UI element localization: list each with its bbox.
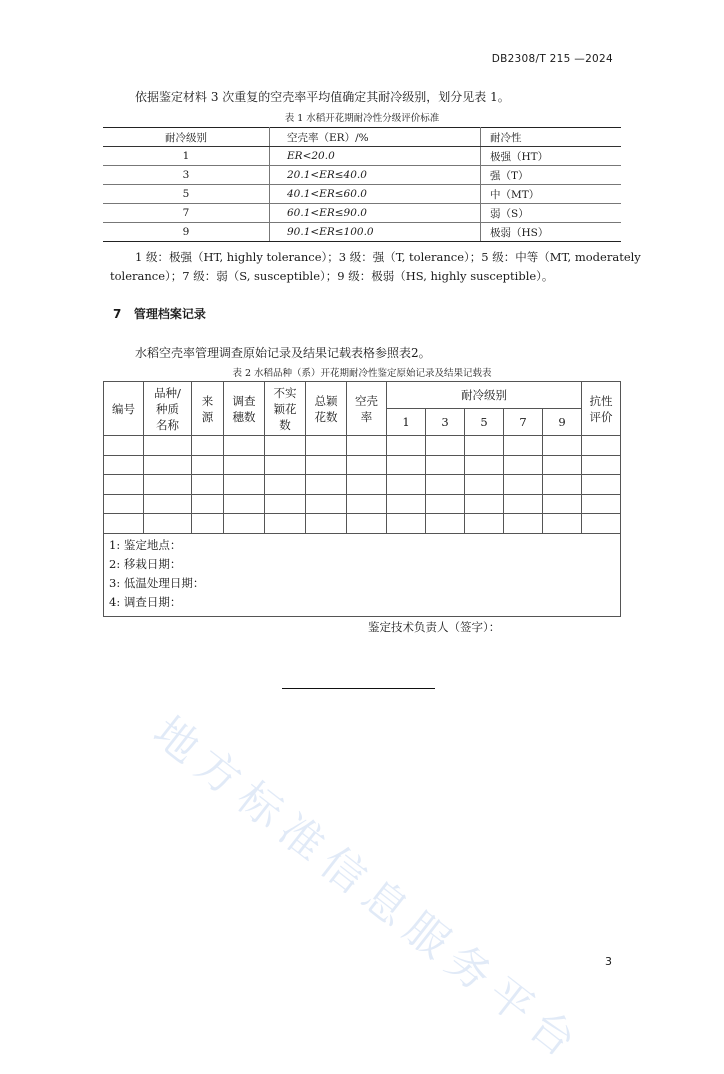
table-cell (543, 455, 582, 475)
table-cell (265, 436, 306, 456)
grade-cell: 5 (103, 185, 270, 204)
empty-rate-cell: ER<20.0 (270, 147, 481, 166)
table-cell (387, 455, 426, 475)
header-line: 源 (201, 409, 214, 424)
table-cell (192, 455, 224, 475)
table-cell (144, 455, 192, 475)
table-cell (465, 436, 504, 456)
table-cell (504, 455, 543, 475)
table-cell (104, 494, 144, 514)
notes-row (104, 533, 621, 616)
empty-rate-cell: 90.1<ER≤100.0 (270, 223, 481, 242)
table-cell (426, 436, 465, 456)
note-cold-treatment-date: 3: 低温处理日期： (109, 575, 205, 590)
table-cell (144, 475, 192, 495)
table-cell (265, 475, 306, 495)
table-cell (347, 436, 387, 456)
table-cell (426, 475, 465, 495)
table-cell (465, 514, 504, 534)
table-cell (347, 475, 387, 495)
grade-cell: 9 (103, 223, 270, 242)
table-cell (465, 455, 504, 475)
header-line: 数 (279, 417, 291, 432)
section-title: 管理档案记录 (133, 307, 206, 321)
col-header-survey-count (224, 382, 265, 436)
table-cell (265, 494, 306, 514)
grade-subheader-9: 9 (543, 409, 582, 436)
table-cell (104, 514, 144, 534)
table-cell (265, 514, 306, 534)
table-cell (224, 475, 265, 495)
table-cell (224, 514, 265, 534)
table-cell (104, 455, 144, 475)
header-line: 率 (360, 409, 373, 424)
table-cell (582, 514, 621, 534)
col-header-variety (144, 382, 192, 436)
table-cell (306, 514, 347, 534)
table-cell (306, 436, 347, 456)
page-number: 3 (605, 955, 612, 968)
grade-subheader-5: 5 (465, 409, 504, 436)
table-row (103, 204, 621, 223)
empty-rate-cell: 60.1<ER≤90.0 (270, 204, 481, 223)
table-cell (347, 494, 387, 514)
table-cell (192, 475, 224, 495)
tolerance-cell: 强（T） (481, 166, 622, 185)
col-header-resistance (582, 382, 621, 436)
table-cell (582, 494, 621, 514)
header-line: 穗数 (232, 409, 256, 424)
col-header-grade: 耐冷级别 (103, 128, 270, 147)
table-cell (465, 475, 504, 495)
table2-caption: 表 2 水稻品种（系）开花期耐冷性鉴定原始记录及结果记载表 (232, 368, 492, 379)
table-cell (582, 436, 621, 456)
table-row (103, 223, 621, 242)
table-cell (306, 455, 347, 475)
signature-label: 鉴定技术负责人（签字）： (368, 620, 501, 634)
document-code: DB2308/T 215 —2024 (491, 53, 613, 65)
table-cell (265, 455, 306, 475)
table-row (104, 436, 621, 456)
table-cell (426, 494, 465, 514)
tolerance-cell: 弱（S） (481, 204, 622, 223)
tolerance-cell: 极弱（HS） (481, 223, 622, 242)
table-cell (192, 514, 224, 534)
notes-cell (104, 533, 621, 616)
table-cell (144, 514, 192, 534)
tolerance-cell: 极强（HT） (481, 147, 622, 166)
intro-paragraph: 依据鉴定材料 3 次重复的空壳率平均值确定其耐冷级别，划分见表 1。 (135, 90, 510, 104)
table-cell (144, 436, 192, 456)
record-table (103, 381, 621, 617)
grade-cell: 7 (103, 204, 270, 223)
table-cell (426, 514, 465, 534)
table-cell (387, 494, 426, 514)
col-header-id: 编号 (104, 382, 144, 436)
grade-subheader-1: 1 (387, 409, 426, 436)
table-cell (504, 494, 543, 514)
table1-caption: 表 1 水稻开花期耐冷性分级评价标准 (284, 113, 440, 124)
table-row (104, 514, 621, 534)
table-row (103, 185, 621, 204)
table-row (103, 147, 621, 166)
cold-tolerance-grading-table (103, 127, 621, 242)
header-line: 名称 (156, 417, 179, 432)
col-header-source (192, 382, 224, 436)
note-location: 1: 鉴定地点： (109, 537, 182, 552)
table-cell (224, 436, 265, 456)
empty-rate-cell: 20.1<ER≤40.0 (270, 166, 481, 185)
header-line: 种质 (156, 401, 179, 416)
table-cell (582, 455, 621, 475)
grade-cell: 3 (103, 166, 270, 185)
table1-note-line1: 1 级：极强（HT, highly tolerance）；3 级：强（T, tolerance）；5 级：中等（MT, moderately (135, 250, 641, 264)
table-cell (543, 436, 582, 456)
section-7-paragraph: 水稻空壳率管理调查原始记录及结果记载表格参照表2。 (135, 346, 431, 360)
table-cell (543, 514, 582, 534)
table-cell (347, 514, 387, 534)
table-cell (104, 436, 144, 456)
table-cell (306, 475, 347, 495)
table-cell (387, 475, 426, 495)
grade-cell: 1 (103, 147, 270, 166)
header-line: 花数 (314, 409, 338, 424)
table-row (103, 166, 621, 185)
col-header-empty-rate (347, 382, 387, 436)
grade-subheader-7: 7 (504, 409, 543, 436)
table-cell (224, 455, 265, 475)
table-cell (504, 514, 543, 534)
note-survey-date: 4: 调查日期： (109, 594, 182, 609)
col-header-tolerance: 耐冷性 (481, 128, 622, 147)
col-header-cold-grade: 耐冷级别 (387, 382, 582, 409)
table-cell (224, 494, 265, 514)
section-7-heading (113, 305, 206, 322)
table-cell (347, 455, 387, 475)
table-cell (543, 494, 582, 514)
section-number: 7 (113, 307, 122, 321)
col-header-unfilled-spikelets (265, 382, 306, 436)
empty-rate-cell: 40.1<ER≤60.0 (270, 185, 481, 204)
table1-note-line2: tolerance）；7 级：弱（S, susceptible）；9 级：极弱（HS, highly susceptible）。 (110, 269, 554, 283)
table-cell (387, 436, 426, 456)
note-transplant-date: 2: 移栽日期： (109, 556, 182, 571)
table-cell (504, 475, 543, 495)
table-cell (192, 494, 224, 514)
table-cell (192, 436, 224, 456)
table-cell (543, 475, 582, 495)
table-cell (306, 494, 347, 514)
table-header-row (103, 128, 621, 147)
table-cell (582, 475, 621, 495)
table-cell (504, 436, 543, 456)
watermark: 地方标准信息服务平台 (143, 707, 593, 1073)
col-header-total-spikelets (306, 382, 347, 436)
col-header-empty-rate: 空壳率（ER）/% (270, 128, 481, 147)
table-row (104, 494, 621, 514)
header-line: 空壳 (355, 393, 378, 408)
end-rule (282, 688, 435, 689)
table-cell (387, 514, 426, 534)
header-line: 品种/ (154, 385, 181, 400)
grade-subheader-3: 3 (426, 409, 465, 436)
table-header-row (104, 382, 621, 409)
table-row (104, 475, 621, 495)
header-line: 来 (201, 393, 214, 408)
table-cell (144, 494, 192, 514)
header-line: 不实 (273, 385, 297, 400)
table-cell (104, 475, 144, 495)
table-cell (465, 494, 504, 514)
header-line: 调查 (232, 393, 256, 408)
header-line: 评价 (589, 409, 613, 424)
table-cell (426, 455, 465, 475)
tolerance-cell: 中（MT） (481, 185, 622, 204)
header-line: 抗性 (589, 393, 613, 408)
table-row (104, 455, 621, 475)
header-line: 总颖 (314, 393, 338, 408)
header-line: 颖花 (273, 401, 297, 416)
